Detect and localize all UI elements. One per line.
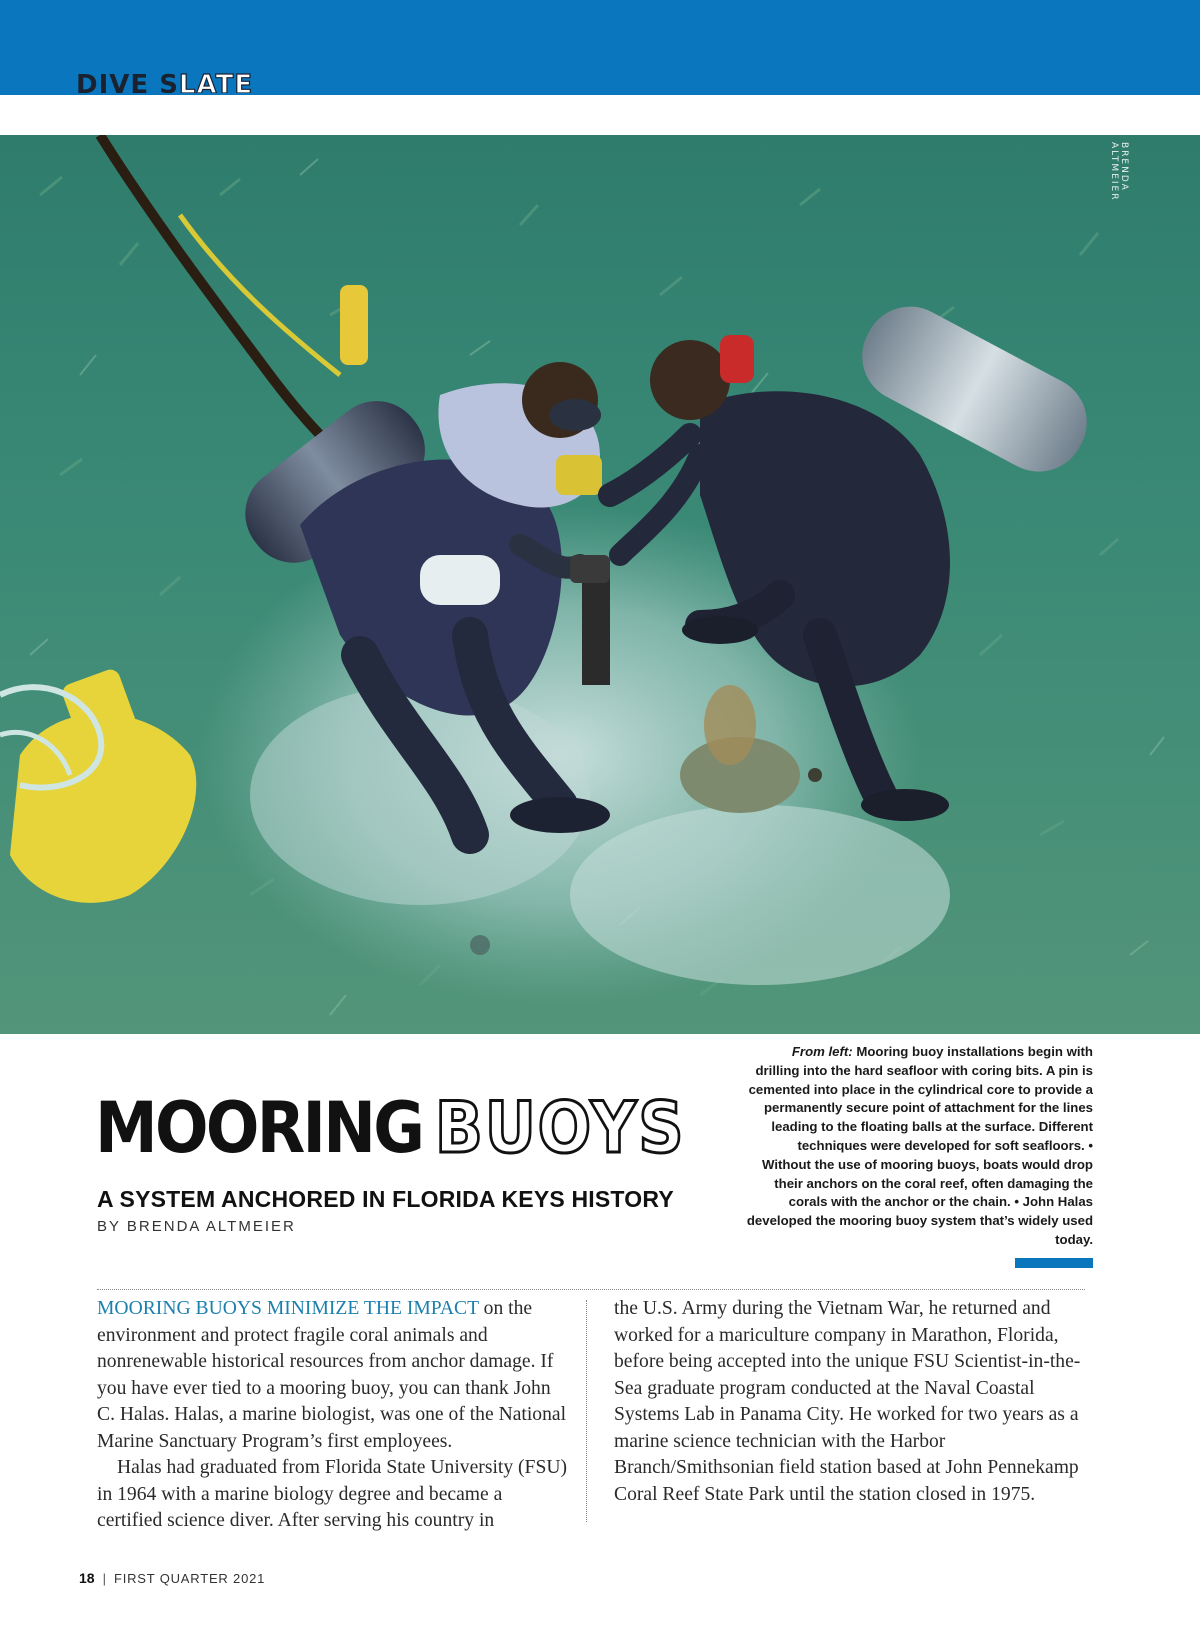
section-label-part1: DIVE S xyxy=(76,72,179,93)
section-label xyxy=(76,72,253,93)
column-divider xyxy=(586,1300,587,1522)
paragraph-2: Halas had graduated from Florida State University (FSU) in 1964 with a marine biology degree and became a certified science diver. After serving his country in xyxy=(97,1457,568,1531)
lead-in: MOORING BUOYS MINIMIZE THE IMPACT xyxy=(97,1298,479,1319)
article-title xyxy=(95,1088,685,1168)
title-part-solid: MOORING xyxy=(95,1087,423,1169)
photo-credit: BRENDA ALTMEIER xyxy=(1109,142,1129,202)
paragraph-1 xyxy=(97,1296,567,1455)
caption-accent-bar xyxy=(1015,1258,1093,1268)
page-footer xyxy=(79,1570,265,1586)
section-label-part2: LATE xyxy=(178,72,254,93)
title-part-outline: BUOYS xyxy=(434,1087,686,1169)
article-byline: BY BRENDA ALTMEIER xyxy=(97,1218,296,1235)
issue-label: FIRST QUARTER 2021 xyxy=(113,1571,266,1586)
body-column-2 xyxy=(614,1296,1084,1508)
page-number: 18 xyxy=(79,1570,95,1586)
caption-lead: From left: xyxy=(791,1044,853,1059)
paragraph-1-text: on the environment and protect fragile coral animals and nonrenewable historical resources from anchor damage. If you have ever tied to a mooring buoy, you can thank John C. Halas. Halas, a marine biologist, was one of the National Marine Sanctuary Program’s first employees. xyxy=(97,1298,567,1452)
article-subtitle: A SYSTEM ANCHORED IN FLORIDA KEYS HISTORY xyxy=(97,1186,674,1212)
caption-body: Mooring buoy installations begin with drilling into the hard seafloor with coring bits. A pin is cemented into place in the cylindrical core to provide a permanently secure point of attachment for the lines leading to the floating balls at the surface. Different techniques were developed for soft seafloors. • Without the use of mooring buoys, boats would drop their anchors on the coral reef, often damaging the corals with the anchor or the chain. • John Halas developed the mooring buoy system that’s widely used today. xyxy=(746,1044,1093,1247)
dotted-rule xyxy=(97,1289,1085,1290)
photo-caption xyxy=(745,1043,1093,1250)
footer-separator: | xyxy=(102,1571,106,1586)
body-column-1 xyxy=(97,1296,567,1535)
paragraph-3: the U.S. Army during the Vietnam War, he returned and worked for a mariculture company in Marathon, Florida, before being accepted into the unique FSU Scientist-in-the-Sea graduate program conducted at the Naval Coastal Systems Lab in Panama City. He worked for two years as a marine science technician with the Harbor Branch/Smithsonian field station based at John Pennekamp Coral Reef State Park until the station closed in 1975. xyxy=(614,1298,1081,1505)
divers-photo xyxy=(0,135,1200,1034)
